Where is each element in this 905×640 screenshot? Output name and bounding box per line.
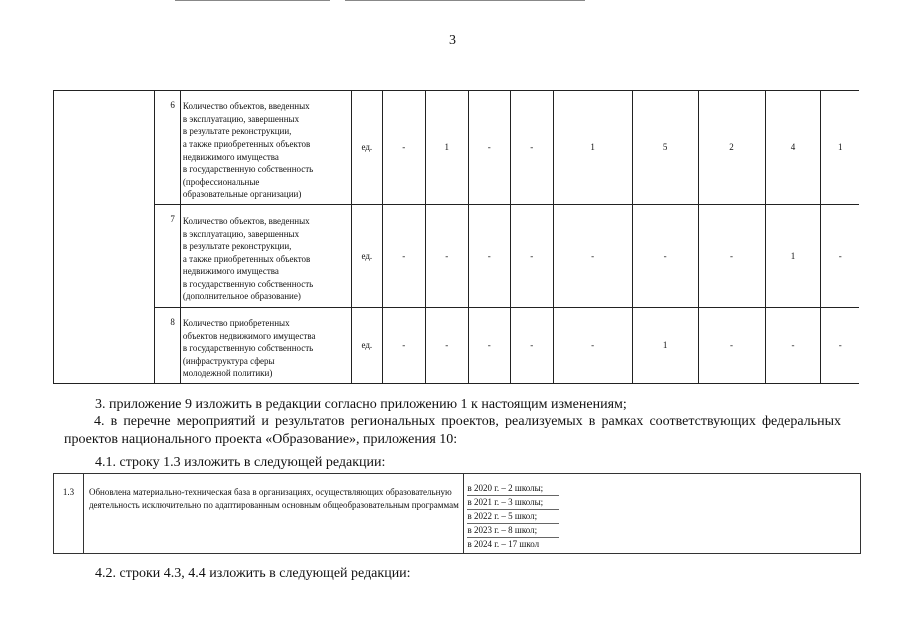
paragraph-4-text: 4. в перечне мероприятий и результатов региональных проектов, реализуемых в рамках соответствующих федеральных проектов национального проекта «Образование», приложения 10: xyxy=(64,414,841,447)
paragraph-4 xyxy=(64,413,841,449)
value-cell: - xyxy=(382,308,425,384)
value-cell: - xyxy=(510,205,553,308)
indicator-name-line: в эксплуатацию, завершенных xyxy=(182,228,300,239)
scan-edge-line-left xyxy=(175,0,330,1)
value-cell: 4 xyxy=(765,91,821,205)
indicator-name-line: объектов недвижимого имущества xyxy=(182,330,316,341)
paragraph-4-2: 4.2. строки 4.3, 4.4 изложить в следующей редакции: xyxy=(95,566,411,581)
indicator-name-line: в результате реконструкции, xyxy=(182,126,292,137)
scan-edge-line-right xyxy=(345,0,585,1)
value-cell: - xyxy=(468,205,510,308)
value-cell: - xyxy=(468,308,510,384)
paragraph-4-1: 4.1. строку 1.3 изложить в следующей редакции: xyxy=(95,455,386,470)
indicator-name-line: в государственную собственность xyxy=(182,164,314,175)
value-cell: - xyxy=(821,205,859,308)
blank-left-cell xyxy=(54,91,155,384)
indicator-name-line: молодежной политики) xyxy=(182,368,273,379)
value-cell: - xyxy=(382,91,425,205)
indicator-name-line: в государственную собственность xyxy=(182,278,314,289)
value-cell: 1 xyxy=(821,91,859,205)
value-cell: - xyxy=(468,91,510,205)
value-cell: - xyxy=(510,91,553,205)
value-cell: - xyxy=(821,308,859,384)
indicator-name-line: в государственную собственность xyxy=(182,343,314,354)
table-row xyxy=(54,308,860,384)
value-cell: - xyxy=(632,205,698,308)
value-cell: - xyxy=(382,205,425,308)
indicator-name-line: а также приобретенных объектов xyxy=(182,138,311,149)
row-number: 8 xyxy=(154,308,180,384)
indicator-name xyxy=(180,205,351,308)
unit-cell: ед. xyxy=(351,91,382,205)
indicators-table xyxy=(53,90,859,384)
value-cell: 1 xyxy=(553,91,632,205)
value-cell: - xyxy=(510,308,553,384)
indicator-name xyxy=(180,308,351,384)
paragraph-3: 3. приложение 9 изложить в редакции согласно приложению 1 к настоящим изменениям; xyxy=(95,397,627,412)
value-cell: - xyxy=(553,308,632,384)
row-number: 7 xyxy=(154,205,180,308)
indicator-name-line: Количество приобретенных xyxy=(182,318,290,329)
indicator-name-line: (профессиональные xyxy=(182,176,260,187)
value-cell: - xyxy=(765,308,821,384)
row-1-3-table xyxy=(53,473,861,554)
unit-cell: ед. xyxy=(351,205,382,308)
row-1-3-years xyxy=(464,474,861,554)
value-cell: - xyxy=(698,308,765,384)
indicator-name-line: (дополнительное образование) xyxy=(182,291,301,302)
indicator-name-line: (инфраструктура сферы xyxy=(182,355,275,366)
value-cell: 1 xyxy=(765,205,821,308)
indicator-name xyxy=(180,91,351,205)
value-cell: - xyxy=(553,205,632,308)
indicator-name-line: недвижимого имущества xyxy=(182,151,279,162)
table-row xyxy=(54,205,860,308)
indicator-name-line: недвижимого имущества xyxy=(182,266,279,277)
row-1-3-description: Обновлена материально-техническая база в организациях, осуществляющих образовательную деятельность исключительно по адаптированным основным общеобразовательным программам xyxy=(83,474,464,554)
value-cell: 1 xyxy=(425,91,468,205)
unit-cell: ед. xyxy=(351,308,382,384)
value-cell: 1 xyxy=(632,308,698,384)
indicator-name-line: образовательные организации) xyxy=(182,189,302,200)
indicator-name-line: в результате реконструкции, xyxy=(182,241,292,252)
year-line: в 2023 г. – 8 школ; xyxy=(467,524,559,538)
indicator-name-line: Количество объектов, введенных xyxy=(182,215,310,226)
year-line: в 2020 г. – 2 школы; xyxy=(467,482,559,496)
indicator-name-line: в эксплуатацию, завершенных xyxy=(182,113,300,124)
value-cell: 2 xyxy=(698,91,765,205)
year-line: в 2021 г. – 3 школы; xyxy=(467,496,559,510)
row-1-3-number: 1.3 xyxy=(54,474,84,554)
page-number: 3 xyxy=(449,33,456,48)
value-cell: - xyxy=(425,308,468,384)
value-cell: 5 xyxy=(632,91,698,205)
year-line: в 2022 г. – 5 школ; xyxy=(467,510,559,524)
year-line: в 2024 г. – 17 школ xyxy=(467,539,540,549)
value-cell: - xyxy=(425,205,468,308)
indicator-name-line: а также приобретенных объектов xyxy=(182,253,311,264)
table-row xyxy=(54,91,860,205)
indicator-name-line: Количество объектов, введенных xyxy=(182,101,310,112)
value-cell: - xyxy=(698,205,765,308)
row-number: 6 xyxy=(154,91,180,205)
